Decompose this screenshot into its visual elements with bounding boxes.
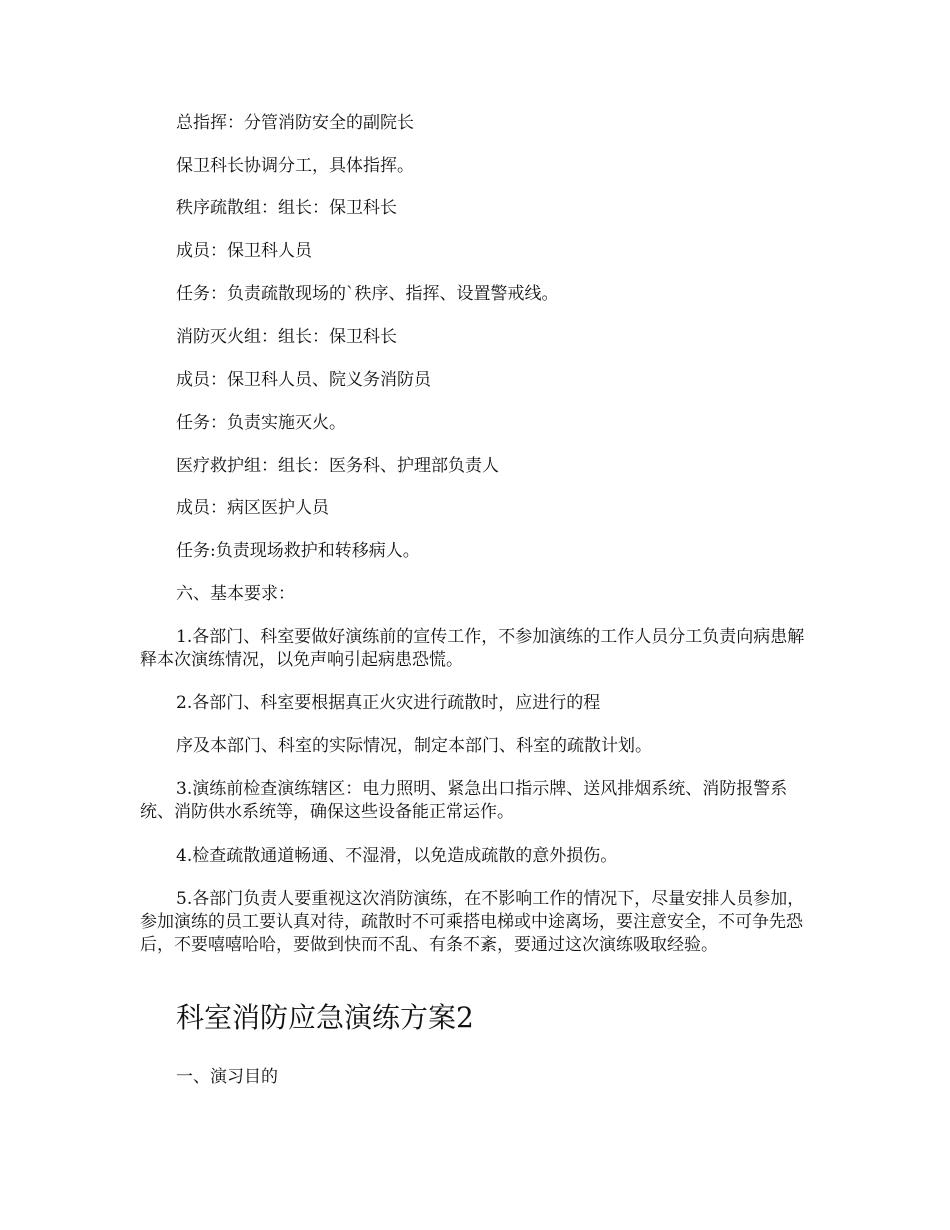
- paragraph-firefighting-members: 成员：保卫科人员、院义务消防员: [176, 370, 431, 390]
- paragraph-evacuation-members: 成员：保卫科人员: [176, 241, 312, 261]
- paragraph-requirement-2-cont: 序及本部门、科室的实际情况，制定本部门、科室的疏散计划。: [176, 736, 652, 756]
- paragraph-medical-task: 任务:负责现场救护和转移病人。: [176, 541, 420, 561]
- paragraph-medical-members: 成员：病区医护人员: [176, 498, 329, 518]
- paragraph-requirement-5: 5.各部门负责人要重视这次消防演练，在不影响工作的情况下，尽量安排人员参加，参加演练的员工要认真对待，疏散时不可乘搭电梯或中途离场，要注意安全，不可争先恐后，不要嘻嘻哈哈，要做到快而不乱、有条不紊，要通过这次演练吸取经验。: [140, 889, 805, 955]
- paragraph-firefighting-group: 消防灭火组：组长：保卫科长: [176, 327, 397, 347]
- paragraph-requirement-2: 2.各部门、科室要根据真正火灾进行疏散时，应进行的程: [176, 693, 601, 713]
- paragraph-drill-purpose: 一、演习目的: [176, 1067, 278, 1087]
- paragraph-requirement-3: 3.演练前检查演练辖区：电力照明、紧急出口指示牌、送风排烟系统、消防报警系统、消防供水系统等，确保这些设备能正常运作。: [140, 779, 788, 822]
- paragraph-requirement-4: 4.检查疏散通道畅通、不湿滑，以免造成疏散的意外损伤。: [176, 846, 618, 866]
- paragraph-basic-requirements: 六、基本要求：: [176, 584, 295, 604]
- paragraph-medical-group: 医疗救护组：组长：医务科、护理部负责人: [176, 456, 499, 476]
- paragraph-evacuation-task: 任务：负责疏散现场的`秩序、指挥、设置警戒线。: [176, 284, 559, 304]
- section-heading: 科室消防应急演练方案2: [176, 1001, 474, 1034]
- paragraph-firefighting-task: 任务：负责实施灭火。: [176, 413, 346, 433]
- paragraph-commander: 总指挥：分管消防安全的副院长: [176, 113, 414, 133]
- paragraph-requirement-1: 1.各部门、科室要做好演练前的宣传工作，不参加演练的工作人员分工负责向病患解释本次演练情况，以免声响引起病患恐慌。: [140, 627, 805, 670]
- paragraph-evacuation-group: 秩序疏散组：组长：保卫科长: [176, 198, 397, 218]
- paragraph-coordination: 保卫科长协调分工，具体指挥。: [176, 156, 414, 176]
